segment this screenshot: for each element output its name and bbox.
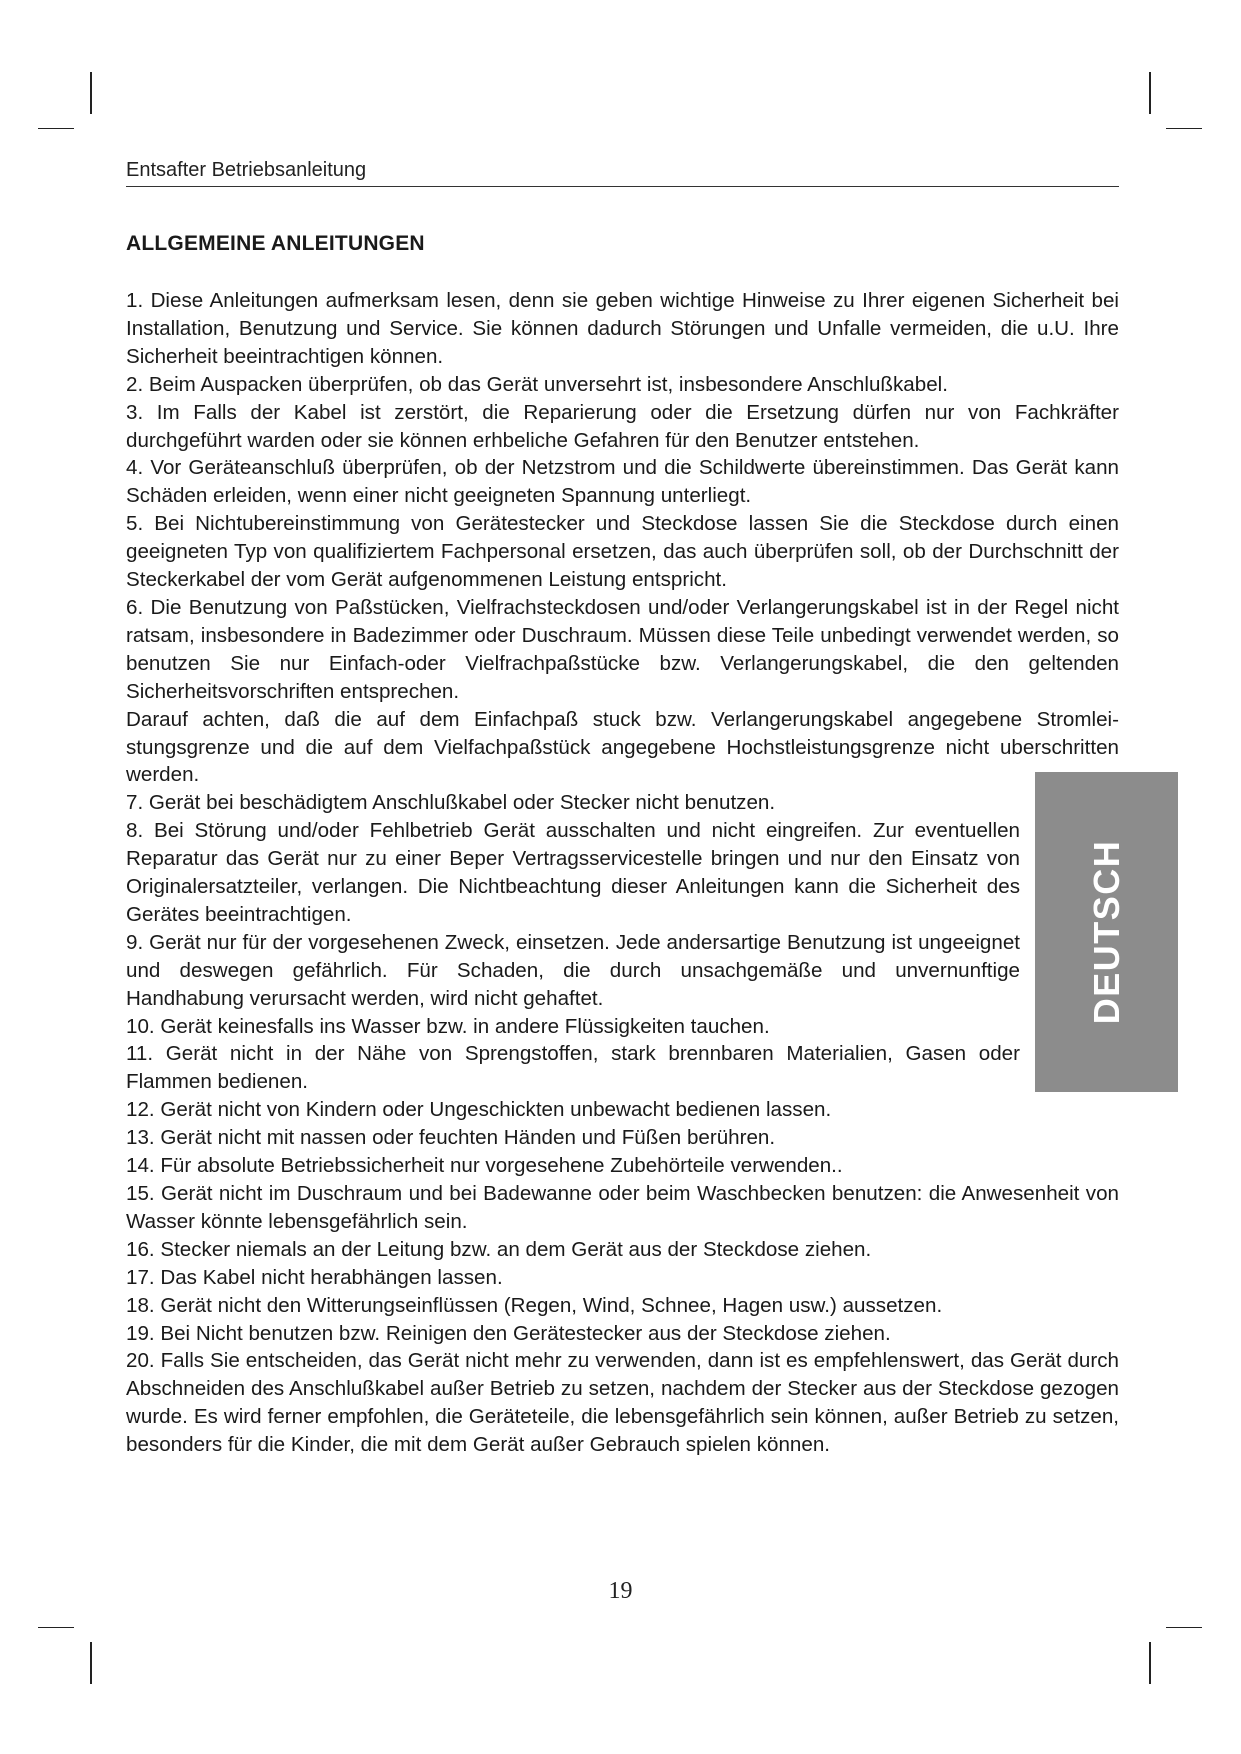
crop-mark-top-left-horizontal xyxy=(38,128,74,129)
header-rule xyxy=(126,186,1119,187)
instruction-paragraph: 6. Die Benutzung von Paßstücken, Vielfrachsteckdosen und/oder Verlangerungskabel ist in der Regel nicht ratsam, insbesondere in Badezimmer oder Duschraum. Müssen diese Teile unbedingt verwendet werden, so benutzen Sie nur Einfach-oder Vielfrachpaßstücke bzw. Verlangerungskabel, die den geltenden Sicherheitsvorschriften entsprechen. xyxy=(126,595,1119,703)
crop-mark-bottom-right-horizontal xyxy=(1166,1627,1202,1628)
instruction-paragraph: 2. Beim Auspacken überprüfen, ob das Gerät unversehrt ist, insbesondere Anschlußkabel. xyxy=(126,372,948,396)
crop-mark-bottom-left-vertical xyxy=(90,1642,92,1684)
instruction-paragraph: 10. Gerät keinesfalls ins Wasser bzw. in andere Flüssigkeiten tauchen. xyxy=(126,1014,770,1038)
crop-mark-bottom-left-horizontal xyxy=(38,1627,74,1628)
instruction-paragraph: Darauf achten, daß die auf dem Einfachpaß stuck bzw. Verlangerungskabel angegebene Stromleistungsgrenze und die auf dem Vielfachpaßstück angegebene Hochstleistungsgrenze nicht uberschritten werden. xyxy=(126,707,1119,787)
instruction-paragraph: 5. Bei Nichtubereinstimmung von Gerätestecker und Steckdose lassen Sie die Steckdose durch einen geeigneten Typ von qualifiziertem Fachpersonal ersetzen, das auch überprüfen soll, ob der Durchschnitt der Steckerkabel der vom Gerät aufgenommenen Leistung entspricht. xyxy=(126,512,1119,592)
instruction-paragraph: 4. Vor Geräteanschluß überprüfen, ob der Netzstrom und die Schildwerte übereinstimmen. Das Gerät kann Schäden erleiden, wenn einer nicht geeigneten Spannung unterliegt. xyxy=(126,456,1119,508)
page-number: 19 xyxy=(608,1578,633,1604)
crop-mark-top-right-vertical xyxy=(1149,72,1151,114)
instruction-paragraph: 7. Gerät bei beschädigtem Anschlußkabel oder Stecker nicht benutzen. xyxy=(126,791,776,815)
instruction-paragraph: 16. Stecker niemals an der Leitung bzw. an dem Gerät aus der Steckdose ziehen. xyxy=(126,1237,872,1261)
instruction-paragraph: 3. Im Falls der Kabel ist zerstört, die Reparierung oder die Ersetzung dürfen nur von Fachkräfter durchgeführt warden oder sie können erhbeliche Gefahren für den Benutzer entstehen. xyxy=(126,400,1119,452)
instruction-paragraph: 12. Gerät nicht von Kindern oder Ungeschickten unbewacht bedienen lassen. xyxy=(126,1098,832,1122)
instruction-paragraph: 9. Gerät nur für der vorgesehenen Zweck, einsetzen. Jede andersartige Benutzung ist ungeeignet und deswegen gefährlich. Für Schaden, die durch unsachgemäße und unvernunftige Handhabung verursacht werden, wird nicht gehaftet. xyxy=(126,930,1020,1010)
language-tab-label: DEUTSCH xyxy=(1085,839,1127,1025)
instruction-paragraph: 14. Für absolute Betriebssicherheit nur vorgesehene Zubehörteile verwenden.. xyxy=(126,1154,843,1178)
instruction-paragraph: 1. Diese Anleitungen aufmerksam lesen, denn sie geben wichtige Hinweise zu Ihrer eigenen Sicherheit bei Installation, Benutzung und Service. Sie können dadurch Störungen und Unfalle vermeiden, die u.U. Ihre Sicherheit beeintrachtigen können. xyxy=(126,289,1119,368)
crop-mark-top-left-vertical xyxy=(90,72,92,114)
instruction-paragraph: 8. Bei Störung und/oder Fehlbetrieb Gerät ausschalten und nicht eingreifen. Zur eventuellen Reparatur das Gerät nur zu einer Beper Vertragsservicestelle bringen und nur den Einsatz von Originalersatzteiler, verlangen. Die Nichtbeachtung dieser Anleitungen kann die Sicherheit des Gerätes beeintrachtigen. xyxy=(126,819,1020,926)
instruction-paragraph: 15. Gerät nicht im Duschraum und bei Badewanne oder beim Waschbecken benutzen: die Anwesenheit von Wasser könnte lebensgefährlich sein. xyxy=(126,1182,1119,1233)
running-header: Entsafter Betriebsanleitung xyxy=(126,159,367,181)
instruction-paragraph: 20. Falls Sie entscheiden, das Gerät nicht mehr zu verwenden, dann ist es empfehlenswert, das Gerät durch Abschneiden des Anschlußkabel außer Betrieb zu setzen, nachdem der Stecker aus der Steckdose gezogen wurde. Es wird ferner empfohlen, die Geräteteile, die lebensgefährlich sein können, außer Betrieb zu setzen, besonders für die Kinder, die mit dem Gerät außer Gebrauch spielen können. xyxy=(126,1349,1119,1457)
instruction-paragraph: 11. Gerät nicht in der Nähe von Sprengstoffen, stark brennbaren Materialien, Gasen oder Flammen bedienen. xyxy=(126,1042,1020,1094)
instruction-paragraph: 19. Bei Nicht benutzen bzw. Reinigen den Gerätestecker aus der Steckdose ziehen. xyxy=(126,1321,891,1345)
instruction-paragraph: 13. Gerät nicht mit nassen oder feuchten Händen und Füßen berühren. xyxy=(126,1126,776,1150)
instruction-paragraph: 17. Das Kabel nicht herabhängen lassen. xyxy=(126,1265,503,1289)
instruction-paragraph: 18. Gerät nicht den Witterungseinflüssen (Regen, Wind, Schnee, Hagen usw.) aussetzen. xyxy=(126,1293,943,1317)
crop-mark-bottom-right-vertical xyxy=(1149,1642,1151,1684)
crop-mark-top-right-horizontal xyxy=(1166,128,1202,129)
section-title: ALLGEMEINE ANLEITUNGEN xyxy=(126,232,425,255)
instructions-body xyxy=(126,287,1119,1459)
language-tab xyxy=(1035,772,1178,1092)
